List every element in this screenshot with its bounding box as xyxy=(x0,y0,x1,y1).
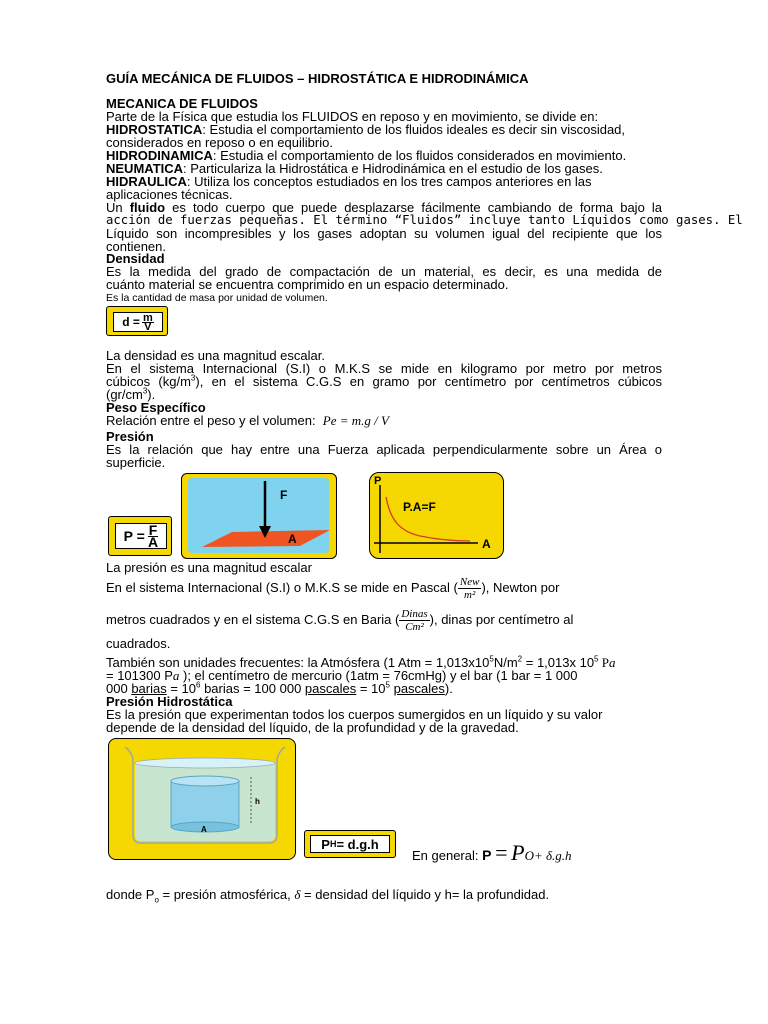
liquid-surface xyxy=(135,758,275,768)
term-hidraulica: HIDRAULICA xyxy=(106,174,187,189)
units-1b: N/m xyxy=(493,655,518,670)
units-2c: ); el centímetro de mercurio (1atm = 76cmHg) y el bar (1 bar = 1 000 xyxy=(179,668,578,683)
general-formula xyxy=(412,840,572,869)
units-1-sup2: 2 xyxy=(517,654,523,664)
pressure-formula xyxy=(115,523,167,549)
units-3a: 000 xyxy=(106,681,132,696)
section-heading-peso: Peso Específico xyxy=(106,400,206,415)
hydrostatic-formula: P H = d.g.h xyxy=(310,835,390,853)
densidad-text-3: Es la cantidad de masa por unidad de volumen. xyxy=(106,292,328,304)
si-3b: ). xyxy=(147,387,156,402)
hydrostatic-formula-p: P xyxy=(321,836,330,852)
presion-text-1: Es la relación que hay entre una Fuerza aplicada perpendicularmente sobre un Área o xyxy=(106,442,662,457)
section-heading-presion: Presión xyxy=(106,429,154,444)
density-formula xyxy=(113,312,163,332)
graph-x-label: A xyxy=(482,537,491,551)
term-neumatica: NEUMATICA xyxy=(106,161,184,176)
graph-y-label: P xyxy=(374,475,382,487)
page-title: GUÍA MECÁNICA DE FLUIDOS – HIDROSTÁTICA E HIDRODINÁMICA xyxy=(106,71,529,86)
density-formula-fraction xyxy=(142,311,154,333)
donde-b: = presión atmosférica, xyxy=(158,887,295,902)
pascal-den: m² xyxy=(464,589,476,602)
presion-text-2: superficie. xyxy=(106,455,166,470)
densidad-text-1: Es la medida del grado de compactación de un material, es decir, es una medida de xyxy=(106,264,662,279)
presion-cgs-line xyxy=(106,606,662,634)
baria-fraction xyxy=(399,608,429,633)
beaker-diagram xyxy=(108,738,296,860)
densidad-si-1: En el sistema Internacional (S.I) o M.K.S se mide en kilogramo por metro por metros xyxy=(106,361,662,376)
units-3e: pascales xyxy=(304,681,357,696)
units-3b: barias xyxy=(131,681,167,696)
general-p: P xyxy=(482,847,492,863)
presion-cgs-b: ), dinas por centímetro al xyxy=(429,612,574,627)
units-1e: a xyxy=(608,655,616,670)
pressure-formula-box xyxy=(108,516,172,556)
force-diagram xyxy=(181,473,337,559)
pressure-formula-fraction xyxy=(148,521,159,550)
cylinder-top xyxy=(171,776,239,786)
hidraulica-text: : Utiliza los conceptos estudiados en los tres campos anteriores en las xyxy=(186,174,592,189)
densidad-text-2: cuánto material se encuentra comprimido en un espacio determinado. xyxy=(106,277,509,292)
term-hidrostatica: HIDROSTATICA xyxy=(106,122,203,137)
hidrostatica-text-1: Es la presión que experimentan todos los cuerpos sumergidos en un líquido y su valor xyxy=(106,707,603,722)
presion-cgs-a: metros cuadrados y en el sistema C.G.S en Baria ( xyxy=(106,612,400,627)
donde-sub: o xyxy=(154,895,159,905)
diagram-force-label: F xyxy=(280,488,288,502)
pressure-formula-lhs: P = xyxy=(123,528,145,544)
beaker-h-label: h xyxy=(255,797,260,806)
pascal-num: New xyxy=(459,576,480,589)
density-formula-den: V xyxy=(144,320,152,333)
units-1c: = 1,013x 10 xyxy=(522,655,595,670)
fluido-line-2: acción de fuerzas pequeñas. El término “Fluidos” incluye tanto Líquidos como gases. El xyxy=(106,213,743,227)
si-3a: (gr/cm xyxy=(106,387,143,402)
density-formula-num: m xyxy=(142,311,153,324)
units-2b: a xyxy=(172,668,180,683)
hydrostatic-formula-rhs: = d.g.h xyxy=(336,836,379,852)
hidrodinamica-text: : Estudia el comportamiento de los fluidos considerados en movimiento. xyxy=(212,148,627,163)
presion-si-line xyxy=(106,574,662,602)
units-3-sup1: 6 xyxy=(196,680,201,690)
units-2a: = 101300 P xyxy=(106,668,173,683)
section-heading-hidrostatica: Presión Hidrostática xyxy=(106,694,233,709)
fluido-line-4: contienen. xyxy=(106,239,166,254)
donde-line xyxy=(106,887,662,905)
units-3-sup2: 5 xyxy=(385,680,390,690)
presion-si-1a: En el sistema Internacional (S.I) o M.K.S se mide en Pascal ( xyxy=(106,580,458,595)
pressure-graph xyxy=(369,472,504,559)
pressure-formula-num: F xyxy=(148,521,158,538)
presion-escalar: La presión es una magnitud escalar xyxy=(106,560,312,575)
section-heading-mecanica: MECANICA DE FLUIDOS xyxy=(106,96,258,111)
si-3-sup: 3 xyxy=(142,386,148,396)
neumatica-text: : Particulariza la Hidrostática e Hidrodinámica en el estudio de los gases. xyxy=(183,161,603,176)
units-1a: También son unidades frecuentes: la Atmósfera (1 Atm = 1,013x10 xyxy=(106,655,490,670)
hidraulica-line-2: aplicaciones técnicas. xyxy=(106,187,233,202)
si-2a: cúbicos (kg/m xyxy=(106,374,191,389)
densidad-escalar: La densidad es una magnitud escalar. xyxy=(106,348,325,363)
general-p0: P xyxy=(511,840,525,865)
fluido-text-1: es todo cuerpo que puede desplazarse fácilmente cambiando de forma bajo la xyxy=(165,200,662,215)
beaker-a-label: A xyxy=(201,825,207,834)
units-3i: ). xyxy=(444,681,453,696)
donde-a: donde P xyxy=(106,887,155,902)
baria-den: Cm² xyxy=(405,621,424,634)
fluido-pre: Un xyxy=(106,200,130,215)
submerged-cylinder xyxy=(171,781,239,827)
force-diagram-svg xyxy=(182,474,335,557)
density-formula-lhs: d = xyxy=(122,315,140,329)
general-eq: = xyxy=(495,840,508,865)
mecanica-intro: Parte de la Física que estudia los FLUIDOS en reposo y en movimiento, se divide en: xyxy=(106,109,599,124)
baria-num: Dinas xyxy=(401,608,428,621)
hidrostatica-text: : Estudia el comportamiento de los fluidos ideales es decir sin viscosidad, xyxy=(202,122,626,137)
si-2-sup: 3 xyxy=(190,373,196,383)
density-formula-box xyxy=(106,306,168,336)
units-3h: pascales xyxy=(393,681,445,696)
units-1-sup1: 5 xyxy=(489,654,494,664)
term-fluido: fluido xyxy=(129,200,166,215)
term-hidrodinamica: HIDRODINAMICA xyxy=(106,148,213,163)
units-3d: barias = 100 000 xyxy=(200,681,305,696)
peso-line xyxy=(106,414,662,427)
pressure-formula-den: A xyxy=(148,533,159,550)
hydrostatic-formula-box xyxy=(304,830,396,858)
peso-text: Relación entre el peso y el volumen: xyxy=(106,413,316,428)
diagram-area-label: A xyxy=(288,532,297,546)
units-3c: = 10 xyxy=(166,681,197,696)
presion-cgs-2: cuadrados. xyxy=(106,636,171,651)
general-label: En general: xyxy=(412,848,483,863)
donde-delta: δ xyxy=(294,887,301,902)
hidrostatica-text-2: depende de la densidad del líquido, de la profundidad y de la gravedad. xyxy=(106,720,519,735)
densidad-si-2 xyxy=(106,375,662,388)
section-heading-densidad: Densidad xyxy=(106,251,165,266)
units-1d: P xyxy=(598,655,609,670)
si-2b: ), en el sistema C.G.S en gramo por centímetro por centímetros cúbicos xyxy=(195,374,662,389)
general-sub: O+ δ.g.h xyxy=(524,848,572,863)
graph-equation: P.A=F xyxy=(403,500,436,514)
peso-formula: Pe = m.g / V xyxy=(322,413,389,428)
units-1-sup3: 5 xyxy=(594,654,599,664)
presion-si-1b: ), Newton por xyxy=(481,580,560,595)
units-3f: = 10 xyxy=(356,681,386,696)
beaker-diagram-svg xyxy=(109,739,294,858)
pascal-fraction xyxy=(458,576,482,601)
fluido-line-3: Líquido son incompresibles y los gases adoptan su volumen igual del recipiente que los xyxy=(106,226,662,241)
hidrostatica-line-2: considerados en reposo o en equilibrio. xyxy=(106,135,333,150)
donde-c: = densidad del líquido y h= la profundidad. xyxy=(300,887,550,902)
